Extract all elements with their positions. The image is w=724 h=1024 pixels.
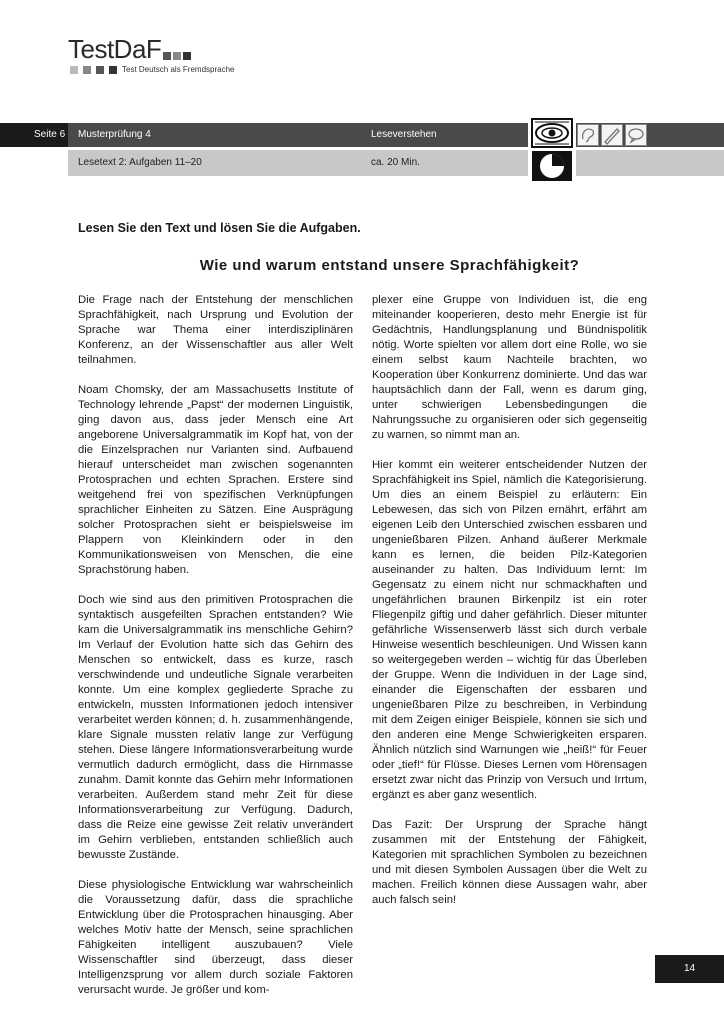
logo-subtitle: Test Deutsch als Fremdsprache [122,65,235,74]
duration-label: ca. 20 Min. [371,157,420,168]
pie-clock-icon [531,150,573,182]
pen-icon [601,124,623,146]
page-title: Wie und warum entstand unsere Sprachfähigkeit? [199,257,580,274]
exam-label: Musterprüfung 4 [78,129,151,140]
logo-wordmark: TestDaF [68,34,162,64]
page-number: 14 [655,955,724,983]
eye-icon [531,118,573,148]
logo-squares [163,52,193,62]
paragraph: Noam Chomsky, der am Massachusetts Institute of Technology lehrende „Papst“ der modernen Linguistik, ging davon aus, dass jeder Mensch eine Art angeborene Universalgrammatik im Kopf hat, von der die Einzelsprachen nur Varianten sind. Aufbauend hierauf unterscheidet man zwischen sogenannten Protosprachen und echten Sprachen. Erstere sind weitgehend frei von spezifischen Verknüpfungen sprachlicher Einheiten zu Sätzen. Eine Ausprägung solcher Protosprachen sieht er beispielsweise im Plappern von Kleinkindern oder in den Kommunikationsweisen von Menschen, die eine Sprachstörung haben. [78,384,353,576]
logo-subsquares [70,66,120,76]
task-label: Lesetext 2: Aufgaben 11–20 [78,157,202,168]
paragraph: Doch wie sind aus den primitiven Protosprachen die syntaktisch ausgefeilten Sprachen entstanden? Wie kam die Universalgrammatik ins menschliche Gehirn? Im Verlauf der Evolution hatte sich das Gehirn des Menschen so entwickelt, dass es kurze, rasch verschwindende und undeutliche Signale verarbeiten konnte. Um eine komplex gegliederte Sprache zu entwickeln, mussten Informationen jedoch intensiver verarbeitet werden können; d. h. zusammenhängende, klare Signale mussten relativ lange zur Verfügung stehen. Diese längere Informationsverarbeitung wurde vermutlich dadurch ermöglicht, dass die Hirnmasse zunahm. Damit konnte das Gehirn mehr Informationen verarbeiten. Außerdem stand mehr Zeit für diese Informationsverarbeitung zur Verfügung. Dadurch, dass die Reize eine gewisse Zeit relativ unverändert im Gehirn verblieben, entstanden schließlich auch bewusste Zustände. [78,594,353,861]
paragraph: Hier kommt ein weiterer entscheidender Nutzen der Sprachfähigkeit ins Spiel, nämlich die Kategorisierung. Um dies an einem Beispiel zu erläutern: Ein Lebewesen, das sich von Pilzen ernährt, erfährt am eigenen Leib den Unterschied zwischen essbaren und ungenießbaren Pilzen. Anhand äußerer Merkmale kann es lernen, die beiden Pilz-Kategorien auseinander zu halten. Das Individuum lernt: Im Gegensatz zu einem nicht nur schmackhaften und ungefährlichen braunen Birkenpilz ist ein roter Fliegenpilz giftig und daher gefährlich. Dieser mitunter gefährliche Wissenserwerb lässt sich durch verbale Hinweise wesentlich beschleunigen. Und Wissen kann so weitergegeben werden – wichtig für das Überleben der Gruppe. Wenn die Individuen in der Lage sind, einander die Eigenschaften der essbaren und ungenießbaren Pilze zu beschreiben, in Verbindung mit dem Zeigen einiger Beispiele, können sie sich und den anderen eine Menge Schwierigkeiten ersparen. Ähnlich nützlich sind Warnungen wie „heiß!“ für Feuer oder „tief!“ für Flüsse. Dieses Lernen vom Hörensagen ersetzt zwar nicht das Prinzip von Versuch und Irrtum, ergänzt es aber ganz wesentlich. [372,459,647,801]
instruction: Lesen Sie den Text und lösen Sie die Aufgaben. [78,221,361,235]
text-column-left [78,293,353,1013]
paragraph: Das Fazit: Der Ursprung der Sprache hängt zusammen mit der Entstehung der Fähigkeit, Kategorien mit sprachlichen Symbolen zu bezeichnen und mit diesen Symbolen Aussagen über die Welt zu machen. Freilich können diese Aussagen wahr, aber auch falsch sein! [372,819,647,906]
paragraph: plexer eine Gruppe von Individuen ist, die eng miteinander kooperieren, desto mehr Energie ist für Gedächtnis, Handlungsplanung und Bündnispolitik nötig. Worte spielten vor allem dort eine Rolle, wo sie einem selbst kaum Nachteile brachten, wo Kooperation über Konkurrenz dominierte. Und das war hauptsächlich dann der Fall, wenn es darum ging, unter schwierigen Lebensbedingungen die Nahrungssuche zu organisieren oder sich gegenseitig zu warnen, so nimmt man an. [372,294,647,441]
speech-bubble-icon [625,124,647,146]
page-label: Seite 6 [34,129,66,140]
section-label: Leseverstehen [371,129,437,140]
paragraph: Die Frage nach der Entstehung der menschlichen Sprachfähigkeit, nach Ursprung und Evolution der Sprache war Thema einer interdisziplinären Konferenz, an der Wissenschaftler aus aller Welt teilnahmen. [78,294,353,366]
paragraph: Diese physiologische Entwicklung war wahrscheinlich die Voraussetzung dafür, dass die sprachliche Entwicklung über die Protosprachen hinausging. Aber welches Motiv hatte der Mensch, seine sprachlichen Fähigkeiten intelligent auszubauen? Viele Wissenschaftler sind überzeugt, dass dieser Intelligenzsprung vor allem durch soziale Faktoren verursacht wurde. Je größer und kom- [78,879,353,996]
ear-icon [577,124,599,146]
text-column-right [372,293,647,923]
